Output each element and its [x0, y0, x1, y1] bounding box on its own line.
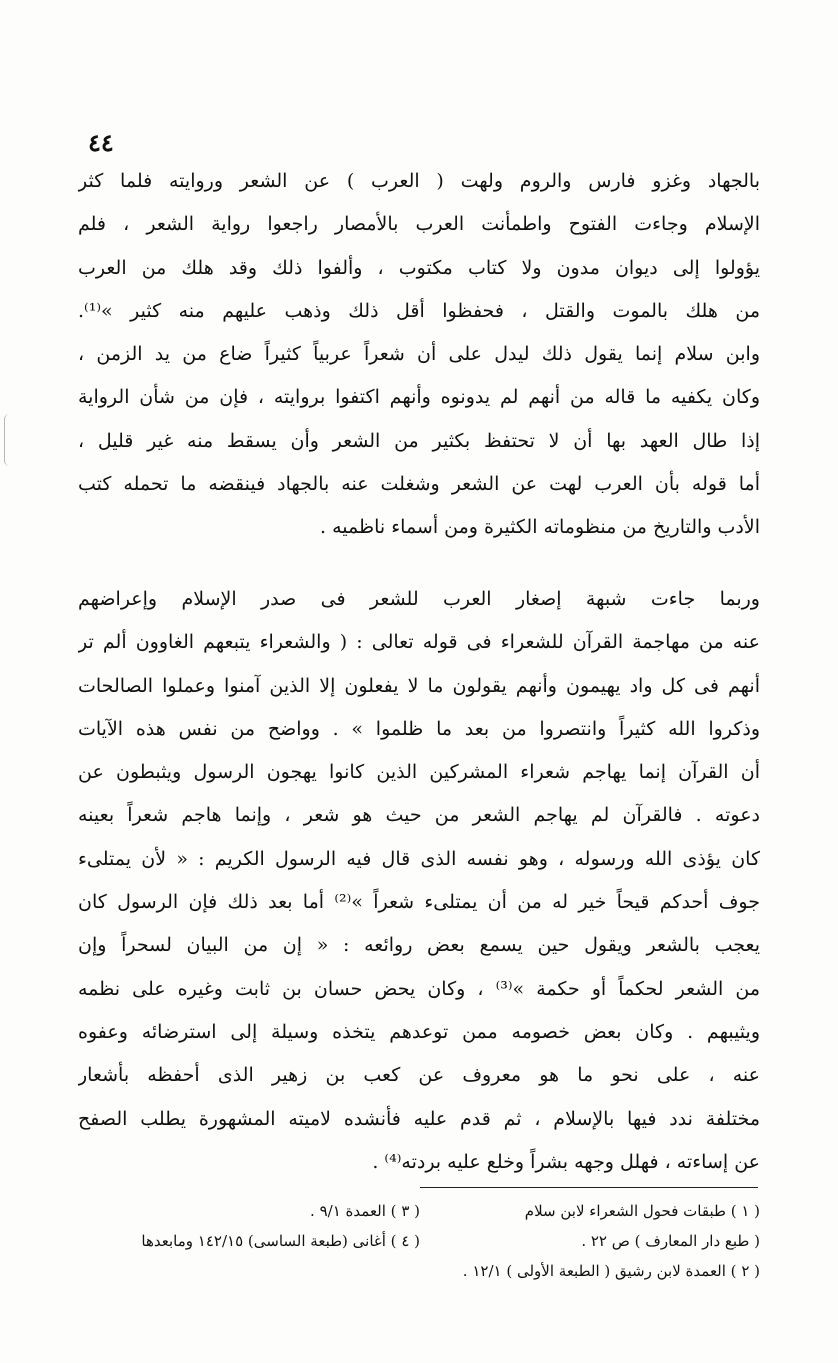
paragraph-1 [78, 160, 760, 550]
footnote-1-continued: ( طبع دار المعارف ) ص ٢٢ . [581, 1232, 760, 1250]
text-line: دعوته . فالقرآن لم يهاجم الشعر من حيث هو شعر ، وإنما هاجم شعراً بعينه [78, 804, 760, 827]
text-line: من هلك بالموت والقتل ، فحفظوا أقل ذلك وذهب عليهم منه كثير »⁽¹⁾. [78, 299, 760, 322]
text-line: إذا طال العهد بها أن لا تحتفظ بكثير من الشعر وأن يسقط منه غير قليل ، [78, 429, 760, 452]
footnote-row [78, 1256, 760, 1286]
text-line: مختلفة ندد فيها بالإسلام ، ثم قدم عليه فأنشده لاميته المشهورة يطلب الصفح [78, 1107, 760, 1130]
text-line: من الشعر لحكماً أو حكمة »⁽³⁾ ، وكان يحض حسان بن ثابت وغيره على نظمه [78, 977, 760, 1000]
text-line: عنه ، على نحو ما هو معروف عن كعب بن زهير الذى أحفظه بأشعار [78, 1064, 760, 1087]
text-line: يؤولوا إلى ديوان مدون ولا كتاب مكتوب ، وألفوا ذلك وقد هلك من العرب [78, 256, 760, 279]
text-line: أما قوله بأن العرب لهت عن الشعر وشغلت عنه بالجهاد فينقضه ما تحمله كتب [78, 473, 760, 496]
footnote-empty [78, 1256, 420, 1286]
text-line: وكان يكفيه ما قاله من أنهم لم يدونوه وأنهم اكتفوا بروايته ، فإن من شأن الرواية [78, 386, 760, 409]
text-line: جوف أحدكم قيحاً خير له من أن يمتلىء شعراً »⁽²⁾ أما بعد ذلك فإن الرسول كان [78, 891, 760, 914]
footnote-1: ( ١ ) طبقات فحول الشعراء لابن سلام [524, 1202, 760, 1220]
text-line: عنه من مهاجمة القرآن للشعراء فى قوله تعالى : ( والشعراء يتبعهم الغاوون ألم تر [78, 631, 760, 654]
text-line: بالجهاد وغزو فارس والروم ولهت ( العرب ) عن الشعر وروايته فلما كثر [78, 170, 760, 192]
text-line: عن إساءته ، فهلل وجهه بشراً وخلع عليه بردته⁽⁴⁾ . [372, 1150, 760, 1173]
margin-mark [4, 414, 15, 466]
text-line: أنهم فى كل واد يهيمون وأنهم يقولون ما لا يفعلون إلا الذين آمنوا وعملوا الصالحات [78, 674, 760, 697]
footnote-row [78, 1226, 760, 1256]
footnotes [78, 1196, 760, 1286]
text-line: الإسلام وجاءت الفتوح واطمأنت العرب بالأمصار راجعوا رواية الشعر ، فلم [78, 213, 760, 236]
text-line: يعجب بالشعر ويقول حين يسمع بعض روائعه : « إن من البيان لسحراً وإن [78, 934, 760, 957]
footnote-3: ( ٣ ) العمدة ٩/١ . [310, 1202, 420, 1220]
paragraph-2 [78, 578, 760, 1184]
text-line: ويثيبهم . وكان بعض خصومه ممن توعدهم يتخذه وسيلة إلى استرضائه وعفوه [78, 1020, 760, 1043]
text-line: وابن سلام إنما يقول ذلك ليدل على أن شعراً عربياً كثيراً ضاع من يد الزمن ، [78, 343, 760, 366]
footnote-4: ( ٤ ) أغانى (طبعة الساسى) ١٤٢/١٥ ومابعدها [141, 1232, 420, 1250]
footnote-row [78, 1196, 760, 1226]
text-line: وربما جاءت شبهة إصغار العرب للشعر فى صدر الإسلام وإعراضهم [78, 588, 760, 610]
page-number: ٤٤ [88, 128, 114, 157]
footnote-2: ( ٢ ) العمدة لابن رشيق ( الطبعة الأولى ) ١٢/١ . [462, 1262, 760, 1280]
text-line: كان يؤذى الله ورسوله ، وهو نفسه الذى قال فيه الرسول الكريم : « لأن يمتلىء [78, 847, 760, 870]
text-line: أن القرآن إنما يهاجم شعراء المشركين الذين كانوا يهجون الرسول ويثبطون عن [78, 761, 760, 784]
text-line: الأدب والتاريخ من منظوماته الكثيرة ومن أسماء ناظميه . [320, 516, 760, 539]
footnote-divider [420, 1187, 758, 1188]
text-line: وذكروا الله كثيراً وانتصروا من بعد ما ظلموا » . وواضح من نفس هذه الآيات [78, 717, 760, 740]
